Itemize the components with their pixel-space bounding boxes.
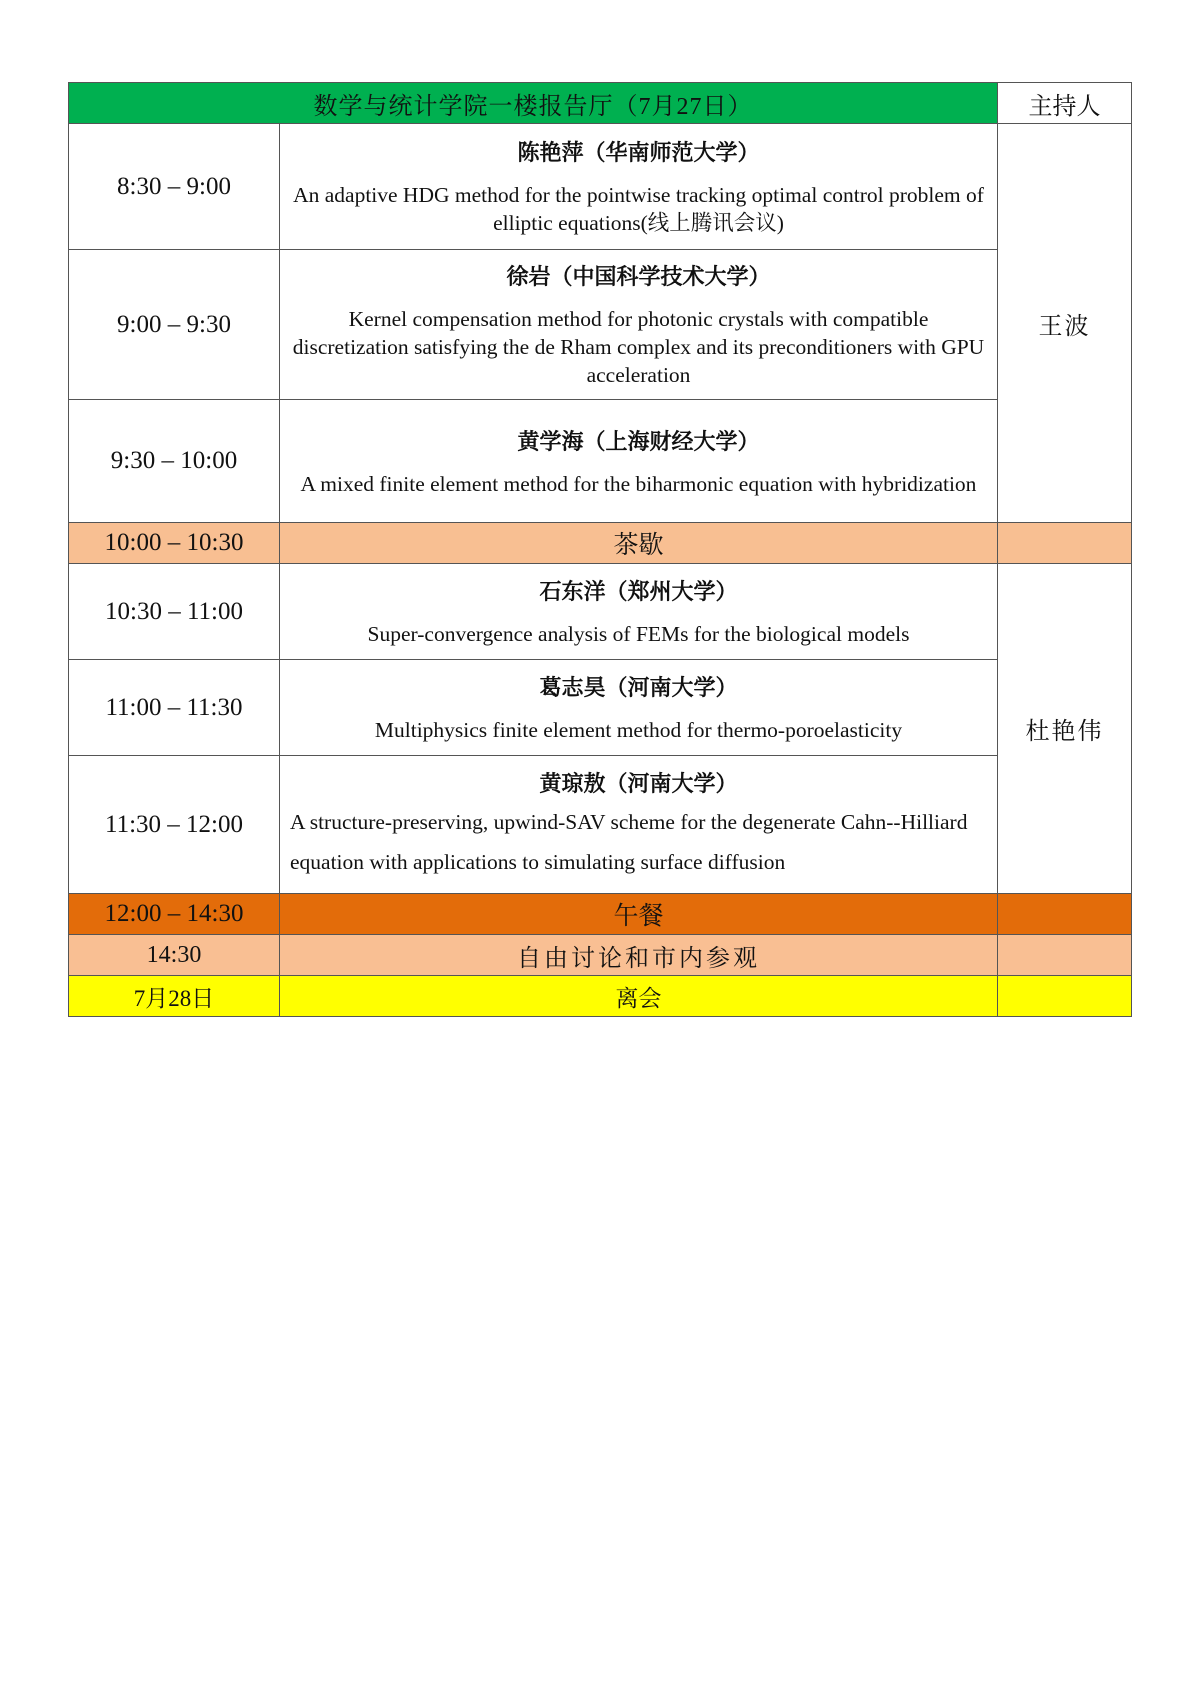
session-talk xyxy=(280,400,998,523)
session-row xyxy=(69,660,1132,756)
free-row xyxy=(69,935,1132,976)
host-du-yanwei: 杜艳伟 xyxy=(998,564,1132,894)
tea-break-label: 茶歇 xyxy=(280,523,998,564)
header-row xyxy=(69,83,1132,124)
session-title: Multiphysics finite element method for thermo-poroelasticity xyxy=(374,718,903,742)
tea-break-host xyxy=(998,523,1132,564)
session-title: An adaptive HDG method for the pointwise tracking optimal control problem of elliptic equations(线上腾讯会议) xyxy=(293,183,984,235)
session-time: 9:30 – 10:00 xyxy=(69,400,280,523)
tea-break-row xyxy=(69,523,1132,564)
session-talk xyxy=(280,250,998,400)
departure-date: 7月28日 xyxy=(69,976,280,1017)
session-row xyxy=(69,756,1132,894)
session-talk xyxy=(280,660,998,756)
session-title: Kernel compensation method for photonic crystals with compatible discretization satisfying the de Rham complex and its preconditioners with GPU acceleration xyxy=(292,307,985,387)
departure-label: 离会 xyxy=(280,976,998,1017)
venue-title: 数学与统计学院一楼报告厅（7月27日） xyxy=(69,83,998,124)
free-time: 14:30 xyxy=(69,935,280,976)
departure-row xyxy=(69,976,1132,1017)
session-speaker: 葛志昊（河南大学） xyxy=(539,675,738,700)
session-talk xyxy=(280,756,998,894)
session-speaker: 陈艳萍（华南师范大学） xyxy=(517,140,760,165)
session-speaker: 黄学海（上海财经大学） xyxy=(517,428,760,454)
lunch-host xyxy=(998,894,1132,935)
host-column-header: 主持人 xyxy=(998,83,1132,124)
free-host xyxy=(998,935,1132,976)
free-label: 自由讨论和市内参观 xyxy=(280,935,998,976)
lunch-time: 12:00 – 14:30 xyxy=(69,894,280,935)
tea-break-time: 10:00 – 10:30 xyxy=(69,523,280,564)
departure-host xyxy=(998,976,1132,1017)
session-time: 9:00 – 9:30 xyxy=(69,250,280,400)
session-title: Super-convergence analysis of FEMs for the biological models xyxy=(367,622,910,646)
session-row xyxy=(69,564,1132,660)
session-time: 10:30 – 11:00 xyxy=(69,564,280,660)
session-title: A mixed finite element method for the biharmonic equation with hybridization xyxy=(300,471,977,496)
session-talk xyxy=(280,564,998,660)
session-title: A structure-preserving, upwind-SAV scheme for the degenerate Cahn--Hilliard equation with applications to simulating surface diffusion xyxy=(290,810,968,874)
session-time: 11:30 – 12:00 xyxy=(69,756,280,894)
schedule-table xyxy=(68,82,1132,1017)
session-speaker: 徐岩（中国科学技术大学） xyxy=(506,264,771,289)
session-talk xyxy=(280,124,998,250)
session-time: 8:30 – 9:00 xyxy=(69,124,280,250)
session-row xyxy=(69,250,1132,400)
lunch-label: 午餐 xyxy=(280,894,998,935)
session-time: 11:00 – 11:30 xyxy=(69,660,280,756)
session-row xyxy=(69,124,1132,250)
session-row xyxy=(69,400,1132,523)
lunch-row xyxy=(69,894,1132,935)
host-wang-bo: 王波 xyxy=(998,124,1132,523)
session-speaker: 黄琼敖（河南大学） xyxy=(539,771,738,796)
session-speaker: 石东洋（郑州大学） xyxy=(539,579,738,604)
